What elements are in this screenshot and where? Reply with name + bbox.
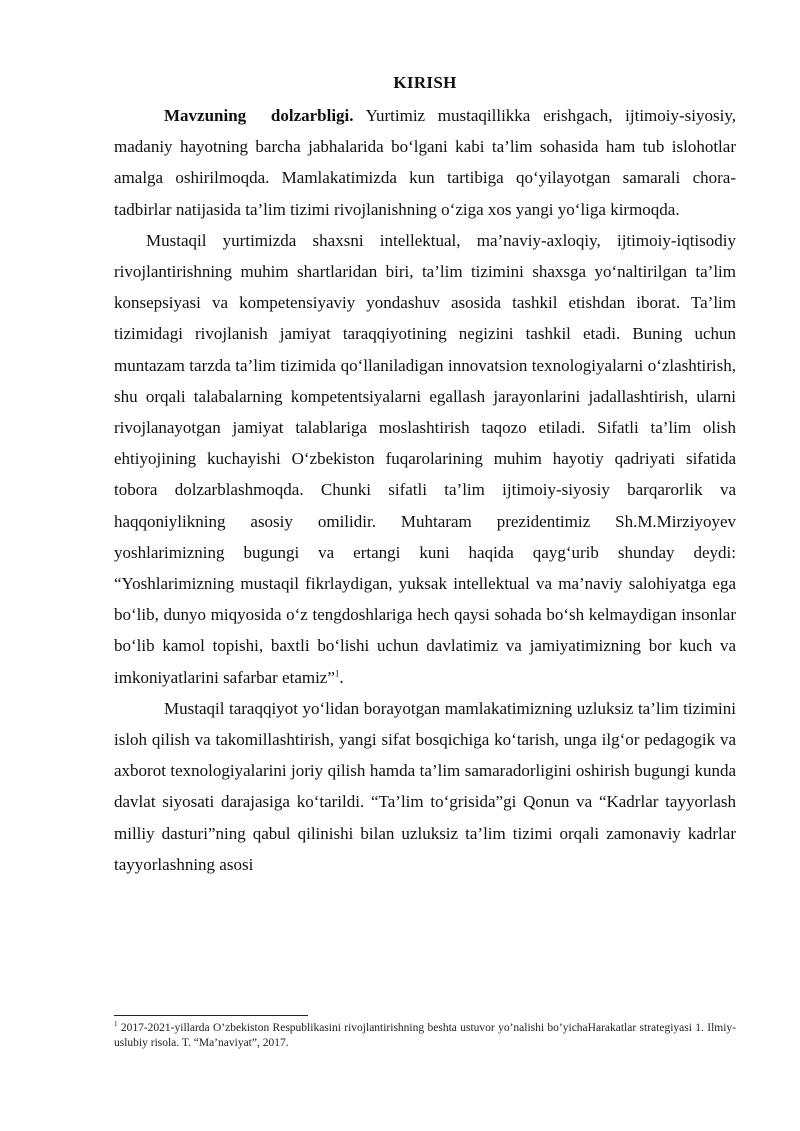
paragraph-reform	[114, 693, 736, 880]
paragraph-relevance-text: Yurtimiz mustaqillikka erishgach, ijtimoiy-siyosiy, madaniy hayotning barcha jabhalarida bo‘lgani kabi ta’lim sohasida ham tub islohotlar amalga oshirilmoqda. Mamlakatimizda kun tartibiga qo‘yilayotgan samarali chora-tadbirlar natijasida ta’lim tizimi rivojlanishning o‘ziga xos yangi yo‘liga kirmoqda.	[114, 106, 736, 219]
footnote-divider	[114, 1015, 308, 1016]
footnote-reference[interactable]: 1	[334, 668, 340, 678]
footnote-marker: 1	[114, 1020, 118, 1029]
paragraph-reform-text: Mustaqil taraqqiyot yo‘lidan borayotgan mamlakatimizning uzluksiz ta’lim tizimini isloh qilish va takomillashtirish, yangi sifat bosqichiga ko‘tarish, unga ilg‘or pedagogik va axborot texnologiyalarini joriy qilish hamda ta’lim samaradorligini oshirish bugungi kunda davlat siyosati darajasiga ko‘tarildi. “Ta’lim to‘grisida”gi Qonun va “Kadrlar tayyorlash milliy dasturi”ning qabul qilinishi bilan uzluksiz ta’lim tizimi orqali zamonaviy kadrlar tayyorlashning asosi	[114, 698, 736, 874]
document-title: KIRISH	[393, 73, 457, 92]
footnote	[114, 1021, 736, 1051]
paragraph-education-system	[114, 225, 736, 693]
paragraph-education-end: .	[339, 667, 344, 687]
paragraph-education-text: Mustaqil yurtimizda shaxsni intellektual, ma’naviy-axloqiy, ijtimoiy-iqtisodiy rivojlantirishning muhim shartlaridan biri, ta’lim tizimini shaxsga yo‘naltirilgan ta’lim konsepsiyasi va kompetensiyaviy yondashuv asosida tashkil etishdan iborat. Ta’lim tizimidagi rivojlanish jamiyat taraqqiyotining negizini tashkil etadi. Buning uchun muntazam tarzda ta’lim tizimida qo‘llaniladigan innovatsion texnologiyalarni o‘zlashtirish, shu orqali talabalarning kompetentsiyalarni egallash jarayonlarini jadallashtirish, ularni rivojlanayotgan jamiyat talablariga moslashtirish taqozo etiladi. Sifatli ta’lim olish ehtiyojining kuchayishi O‘zbekiston fuqarolarining muhim hayotiy qadriyati sifatida tobora dolzarblashmoqda. Chunki sifatli ta’lim ijtimoiy-siyosiy barqarorlik va haqqoniylikning asosiy omilidir. Muhtaram prezidentimiz Sh.M.Mirziyoyev yoshlarimizning bugungi va ertangi kuni haqida qayg‘urib shunday deydi: “Yoshlarimizning mustaqil fikrlaydigan, yuksak intellektual va ma’naviy salohiyatga ega bo‘lib, dunyo miqyosida o‘z tengdoshlariga hech qaysi sohada bo‘sh kelmaydigan insonlar bo‘lib kamol topishi, baxtli bo‘lishi uchun davlatimiz va jamiyatimizning bor kuch va imkoniyatlarini safarbar etamiz”	[114, 230, 736, 687]
paragraph-relevance	[114, 100, 736, 225]
relevance-heading: Mavzuning dolzarbligi.	[164, 106, 354, 125]
footnote-text: 2017-2021-yillarda O’zbekiston Respublikasini rivojlantirishning beshta ustuvor yo’nalishi bo’yichaHarakatlar strategiyasi 1. Ilmiy-uslubiy risola. T. “Ma’naviyat”, 2017.	[114, 1022, 736, 1049]
page-body	[114, 72, 736, 880]
